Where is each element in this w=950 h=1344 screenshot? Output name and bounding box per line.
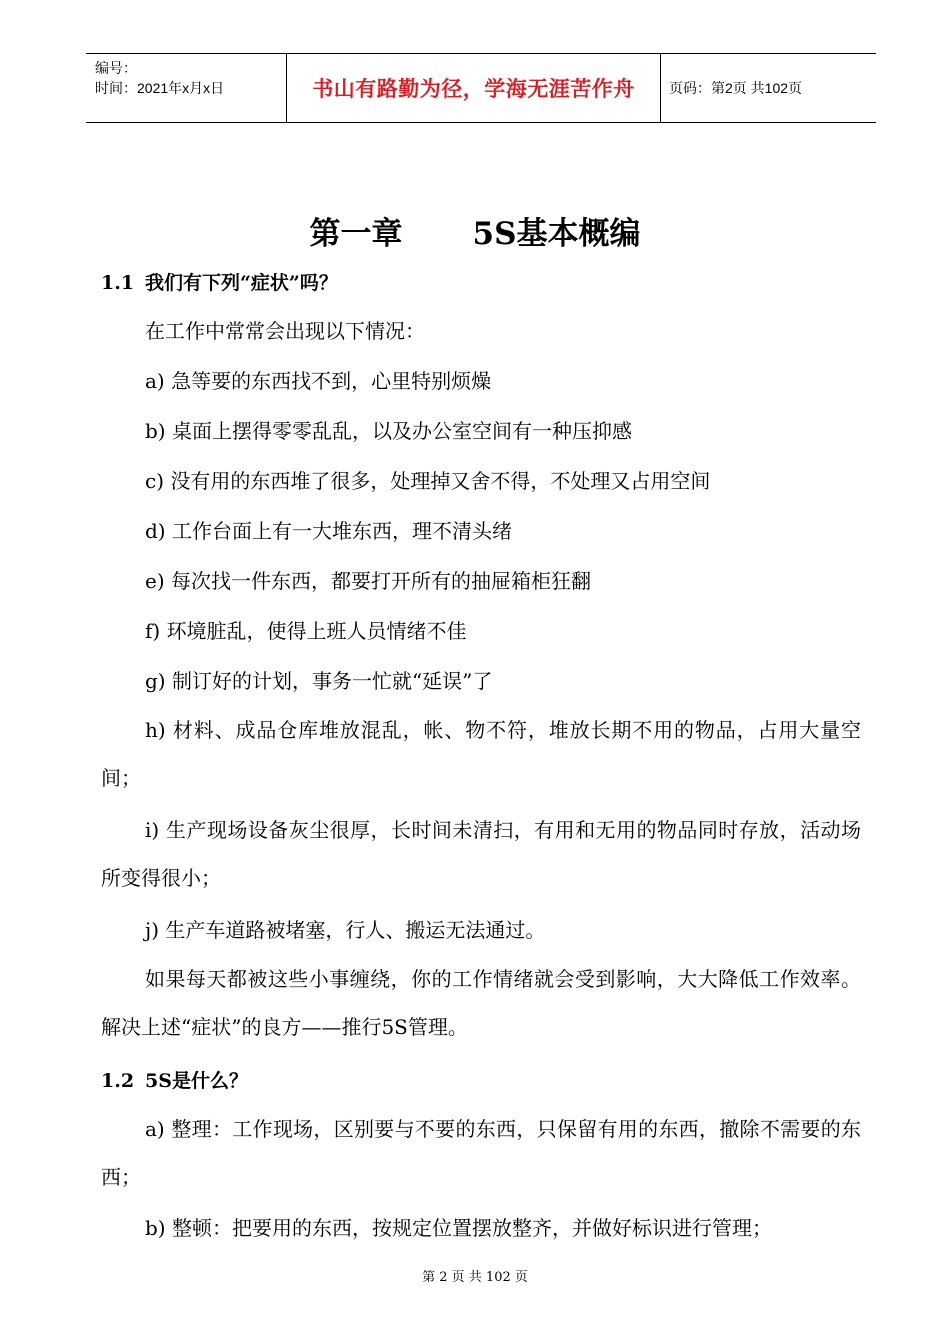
section-heading-1-1: [101, 268, 338, 295]
section-title: 我们有下列“症状”吗？: [145, 272, 338, 294]
list-item: a) 急等要的东西找不到，心里特别烦燥: [145, 369, 492, 393]
paragraph: 如果每天都被这些小事缠绕，你的工作情绪就会受到影响，大大降低工作效率。解决上述“症状”的良方——推行5S管理。: [101, 967, 861, 1039]
list-item: f) 环境脏乱，使得上班人员情绪不佳: [145, 619, 467, 643]
header-page-number: 页码：第2页 共102页: [669, 80, 803, 96]
list-item: e) 每次找一件东西，都要打开所有的抽屉箱柜狂翻: [145, 569, 591, 593]
chapter-title: [0, 208, 950, 253]
list-item: b) 桌面上摆得零零乱乱，以及办公室空间有一种压抑感: [145, 419, 632, 443]
list-item: g) 制订好的计划，事务一忙就“延误”了: [145, 669, 493, 693]
document-date: 时间：2021年x月x日: [95, 80, 225, 96]
document-number-label: 编号：: [95, 60, 137, 76]
list-item: d) 工作台面上有一大堆东西，理不清头绪: [145, 519, 512, 543]
header-motto-cell: [287, 54, 661, 122]
chapter-prefix: 第一章: [309, 216, 403, 252]
page-footer: 第 2 页 共 102 页: [422, 1270, 528, 1285]
header-motto: 书山有路勤为径，学海无涯苦作舟: [312, 77, 635, 101]
list-item: i) 生产现场设备灰尘很厚，长时间未清扫，有用和无用的物品同时存放，活动场所变得很小；: [101, 818, 861, 890]
list-item: a) 整理：工作现场，区别要与不要的东西，只保留有用的东西，撤除不需要的东西；: [101, 1117, 861, 1189]
section-heading-1-2: [101, 1066, 248, 1093]
list-item: c) 没有用的东西堆了很多，处理掉又舍不得，不处理又占用空间: [145, 469, 711, 493]
paragraph: 在工作中常常会出现以下情况：: [145, 319, 425, 343]
list-item: b) 整顿：把要用的东西，按规定位置摆放整齐，并做好标识进行管理；: [145, 1216, 772, 1240]
list-item: h) 材料、成品仓库堆放混乱，帐、物不符，堆放长期不用的物品，占用大量空间；: [101, 718, 861, 790]
section-title: 5S是什么？: [145, 1070, 248, 1092]
header-page-cell: [661, 54, 876, 122]
chapter-name: 5S基本概编: [472, 216, 641, 252]
section-number: 1.1: [101, 272, 135, 294]
section-number: 1.2: [101, 1070, 135, 1092]
page-header: [86, 53, 876, 123]
list-item: j) 生产车道路被堵塞，行人、搬运无法通过。: [145, 918, 546, 942]
header-meta: [86, 54, 287, 122]
